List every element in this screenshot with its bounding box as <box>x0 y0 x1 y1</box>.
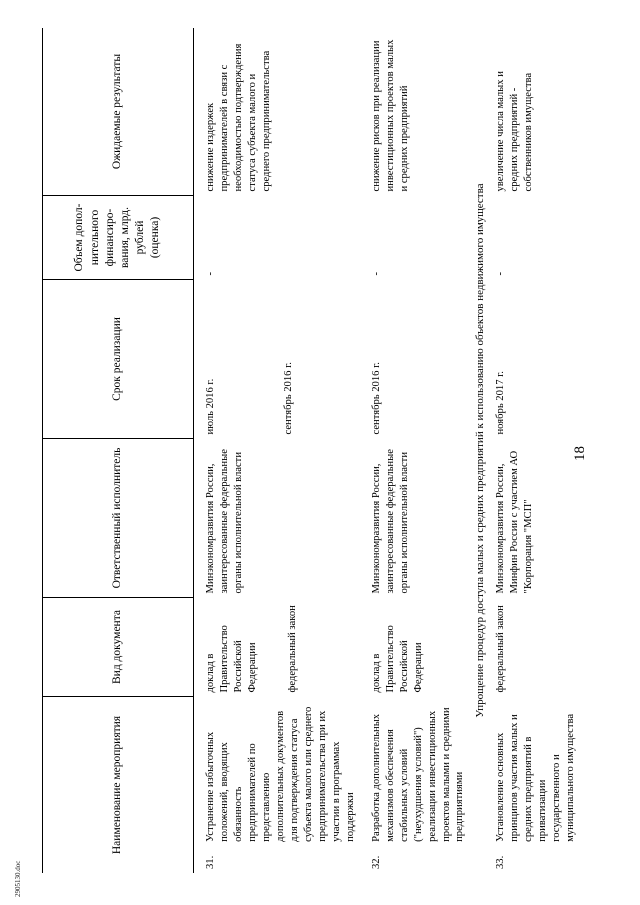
table-header-row <box>43 28 194 873</box>
expected-result: снижение рисков при реализации инвестиционных проектов малых и средних предприятий <box>370 39 410 192</box>
section-title: Упрощение процедур доступа малых и средних предприятий к использованию объектов недвижимого имущества <box>474 183 487 718</box>
doc-type: доклад в Правительство Российской Федерации <box>205 625 258 693</box>
doc-type-cell <box>200 598 360 697</box>
doc-type: федеральный закон <box>286 605 298 693</box>
table-row <box>366 28 470 873</box>
executor: Минэкономразвития России, заинтересованные федеральные органы исполнительной власти <box>205 449 244 594</box>
term: сентябрь 2016 г. <box>370 362 382 435</box>
column-header-doc-type: Вид документа <box>43 598 194 697</box>
term: июль 2016 г. <box>205 378 216 435</box>
column-header-term: Срок реализации <box>43 280 194 439</box>
section-heading-row <box>469 28 490 873</box>
table-row <box>200 28 360 873</box>
table-row <box>490 28 580 873</box>
column-header-funding: Объем допол-нительного финансиро-вания, млрд. рублей (оценка) <box>43 196 194 280</box>
column-header-executor: Ответственный исполнитель <box>43 439 194 598</box>
row-number: 32. <box>370 855 382 869</box>
term: ноябрь 2017 г. <box>494 371 506 435</box>
expected-result: снижение издержек предпринимателей в связи с необходимостью подтверждения статуса субъекта малого и среднего предпринимательства <box>205 43 272 192</box>
row-number: 33. <box>494 855 506 869</box>
expected-result: увеличение числа малых и средних предприятий - собственников имущества <box>494 71 534 192</box>
term-cell <box>200 280 360 439</box>
term: сентябрь 2016 г. <box>282 362 294 435</box>
doc-type: федеральный закон <box>494 605 506 693</box>
measure-name: Устранение избыточных положений, вводящих обязанность предпринимателей по представлению дополнительных документов для подтверждения статуса субъекта малого или среднего предпринимательства при их участии в программах поддержки <box>205 706 356 842</box>
measures-table <box>42 28 580 873</box>
page-number: 18 <box>572 446 588 461</box>
column-header-results: Ожидаемые результаты <box>43 28 194 196</box>
row-number: 31. <box>205 855 216 869</box>
funding: - <box>494 271 506 276</box>
funding: - <box>205 271 216 276</box>
measure-name: Установление основных принципов участия малых и средних предприятий в приватизации государственного и муниципального имущества <box>494 713 576 842</box>
executor: Минэкономразвития России, Минфин России с участием АО "Корпорация "МСП" <box>494 450 534 594</box>
column-header-name: Наименование мероприятия <box>43 697 194 874</box>
doc-type: доклад в Правительство Российской Федерации <box>370 625 424 693</box>
executor: Минэкономразвития России, заинтересованные федеральные органы исполнительной власти <box>370 449 410 594</box>
file-code: 2905130.doc <box>14 860 22 897</box>
measure-name: Разработка дополнительных механизмов обеспечения стабильных условий ("неухудшения условий") реализации инвестиционных проектов малыми и средними предприятиями <box>370 707 466 842</box>
funding: - <box>370 271 382 276</box>
